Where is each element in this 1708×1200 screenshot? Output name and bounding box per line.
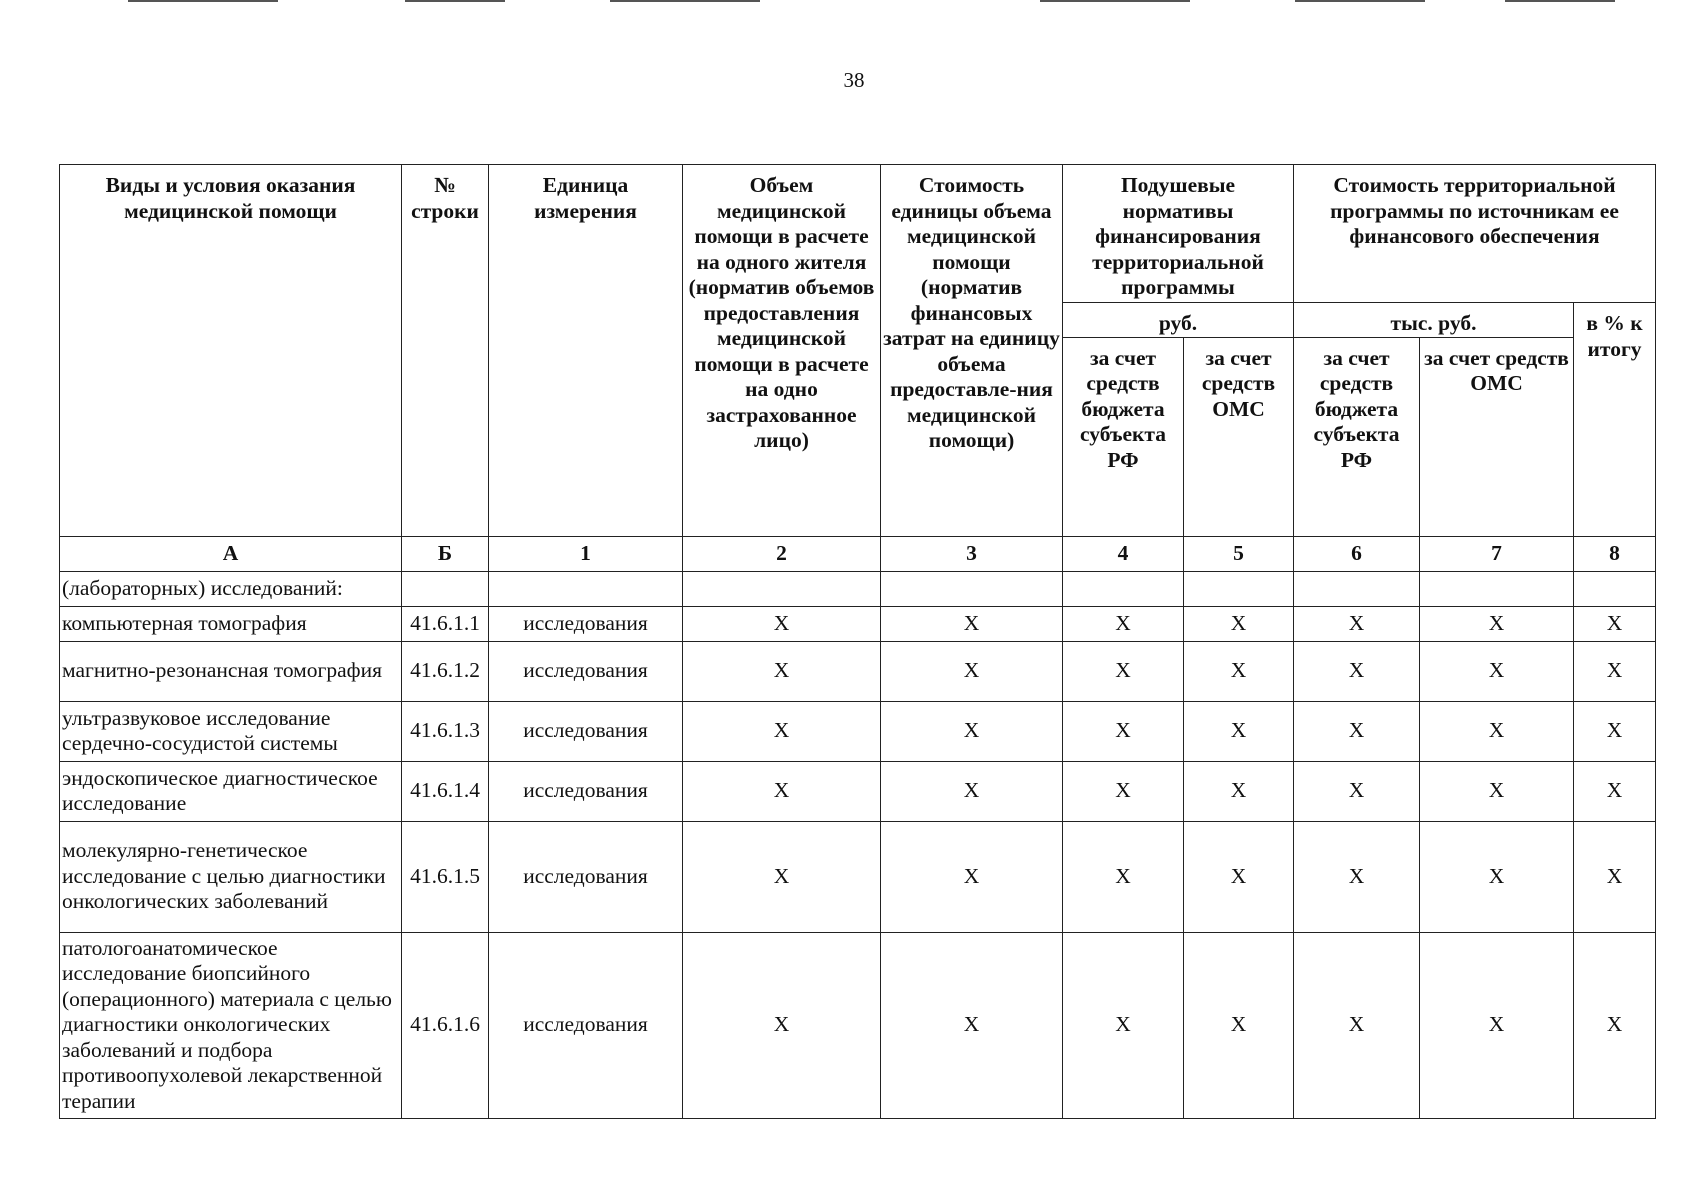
- row-name: ультразвуковое исследование сердечно-сосудистой системы: [60, 701, 402, 761]
- table-row: [60, 606, 1656, 641]
- cell-oms-thous: X: [1420, 606, 1574, 641]
- table-row: [60, 761, 1656, 821]
- scan-edge-mark: [128, 0, 278, 2]
- scan-edge-mark: [405, 0, 505, 2]
- cell-budget-thous: X: [1294, 932, 1420, 1118]
- table-row: [60, 821, 1656, 932]
- row-number: 41.6.1.6: [402, 932, 489, 1118]
- cell-budget-rub: X: [1063, 932, 1184, 1118]
- cell-volume: X: [683, 761, 881, 821]
- cell-percent: X: [1574, 701, 1656, 761]
- cell-percent: X: [1574, 606, 1656, 641]
- row-number: [402, 571, 489, 606]
- cell-budget-rub: X: [1063, 761, 1184, 821]
- column-number: А: [60, 536, 402, 571]
- cell-oms-rub: X: [1184, 606, 1294, 641]
- column-number: Б: [402, 536, 489, 571]
- medical-care-table: [59, 164, 1656, 1119]
- row-name: патологоанатомическое исследование биопсийного (операционного) материала с целью диагностики онкологических заболеваний и подбора противоопухолевой лекарственной терапии: [60, 932, 402, 1118]
- row-number: 41.6.1.1: [402, 606, 489, 641]
- header-row-number: № строки: [402, 165, 489, 537]
- cell-budget-rub: X: [1063, 606, 1184, 641]
- cell-budget-rub: X: [1063, 641, 1184, 701]
- row-unit: [489, 571, 683, 606]
- row-number: 41.6.1.4: [402, 761, 489, 821]
- cell-percent: X: [1574, 761, 1656, 821]
- row-number: 41.6.1.3: [402, 701, 489, 761]
- column-number: 3: [881, 536, 1063, 571]
- cell-oms-thous: X: [1420, 821, 1574, 932]
- cell-unit-cost: X: [881, 932, 1063, 1118]
- cell-oms-rub: X: [1184, 701, 1294, 761]
- scan-edge-mark: [610, 0, 760, 2]
- row-unit: исследования: [489, 606, 683, 641]
- cell-budget-thous: X: [1294, 606, 1420, 641]
- table-row: [60, 571, 1656, 606]
- cell-oms-thous: X: [1420, 761, 1574, 821]
- header-budget-thous: за счет средств бюджета субъекта РФ: [1294, 337, 1420, 536]
- column-number: 8: [1574, 536, 1656, 571]
- header-unit: Единица измерения: [489, 165, 683, 537]
- row-name: магнитно-резонансная томография: [60, 641, 402, 701]
- header-percent: в % к итогу: [1574, 303, 1656, 537]
- header-thous-rub: тыс. руб.: [1294, 303, 1574, 338]
- cell-volume: X: [683, 932, 881, 1118]
- cell-budget-thous: [1294, 571, 1420, 606]
- row-name: (лабораторных) исследований:: [60, 571, 402, 606]
- page-number: 38: [843, 68, 865, 92]
- scan-edge-mark: [1295, 0, 1425, 2]
- cell-oms-rub: X: [1184, 932, 1294, 1118]
- header-oms-thous: за счет средств ОМС: [1420, 337, 1574, 536]
- cell-unit-cost: X: [881, 606, 1063, 641]
- header-program-cost: Стоимость территориальной программы по источникам ее финансового обеспечения: [1294, 165, 1656, 303]
- row-unit: исследования: [489, 641, 683, 701]
- cell-budget-rub: X: [1063, 821, 1184, 932]
- row-unit: исследования: [489, 701, 683, 761]
- scan-edge-mark: [1505, 0, 1615, 2]
- column-number: 4: [1063, 536, 1184, 571]
- cell-unit-cost: X: [881, 701, 1063, 761]
- cell-unit-cost: X: [881, 821, 1063, 932]
- cell-volume: X: [683, 606, 881, 641]
- row-unit: исследования: [489, 761, 683, 821]
- cell-oms-rub: X: [1184, 761, 1294, 821]
- header-budget-rub: за счет средств бюджета субъекта РФ: [1063, 337, 1184, 536]
- header-volume: Объем медицинской помощи в расчете на одного жителя (норматив объемов предоставления медицинской помощи в расчете на одно застрахованное лицо): [683, 165, 881, 537]
- row-number: 41.6.1.5: [402, 821, 489, 932]
- cell-budget-thous: X: [1294, 821, 1420, 932]
- header-care-types: Виды и условия оказания медицинской помощи: [60, 165, 402, 537]
- header-per-capita: Подушевые нормативы финансирования территориальной программы: [1063, 165, 1294, 303]
- column-number: 7: [1420, 536, 1574, 571]
- cell-oms-thous: X: [1420, 641, 1574, 701]
- cell-percent: X: [1574, 821, 1656, 932]
- table-row: [60, 641, 1656, 701]
- cell-volume: X: [683, 641, 881, 701]
- cell-oms-rub: X: [1184, 821, 1294, 932]
- cell-unit-cost: X: [881, 761, 1063, 821]
- cell-percent: X: [1574, 641, 1656, 701]
- row-name: эндоскопическое диагностическое исследование: [60, 761, 402, 821]
- column-number-row: [60, 536, 1656, 571]
- row-unit: исследования: [489, 821, 683, 932]
- header-rub: руб.: [1063, 303, 1294, 338]
- cell-oms-rub: [1184, 571, 1294, 606]
- column-number: 1: [489, 536, 683, 571]
- header-oms-rub: за счет средств ОМС: [1184, 337, 1294, 536]
- cell-unit-cost: [881, 571, 1063, 606]
- cell-unit-cost: X: [881, 641, 1063, 701]
- cell-percent: X: [1574, 932, 1656, 1118]
- row-name: молекулярно-генетическое исследование с целью диагностики онкологических заболеваний: [60, 821, 402, 932]
- cell-volume: [683, 571, 881, 606]
- cell-oms-thous: [1420, 571, 1574, 606]
- cell-percent: [1574, 571, 1656, 606]
- cell-volume: X: [683, 821, 881, 932]
- cell-budget-thous: X: [1294, 641, 1420, 701]
- row-number: 41.6.1.2: [402, 641, 489, 701]
- cell-budget-rub: X: [1063, 701, 1184, 761]
- column-number: 2: [683, 536, 881, 571]
- table-row: [60, 932, 1656, 1118]
- scan-edge-mark: [1040, 0, 1190, 2]
- cell-oms-thous: X: [1420, 932, 1574, 1118]
- cell-volume: X: [683, 701, 881, 761]
- column-number: 5: [1184, 536, 1294, 571]
- table-row: [60, 701, 1656, 761]
- cell-budget-rub: [1063, 571, 1184, 606]
- cell-budget-thous: X: [1294, 701, 1420, 761]
- row-name: компьютерная томография: [60, 606, 402, 641]
- cell-oms-rub: X: [1184, 641, 1294, 701]
- cell-oms-thous: X: [1420, 701, 1574, 761]
- column-number: 6: [1294, 536, 1420, 571]
- header-unit-cost: Стоимость единицы объема медицинской помощи (норматив финансовых затрат на единицу объема предоставле-ния медицинской помощи): [881, 165, 1063, 537]
- cell-budget-thous: X: [1294, 761, 1420, 821]
- row-unit: исследования: [489, 932, 683, 1118]
